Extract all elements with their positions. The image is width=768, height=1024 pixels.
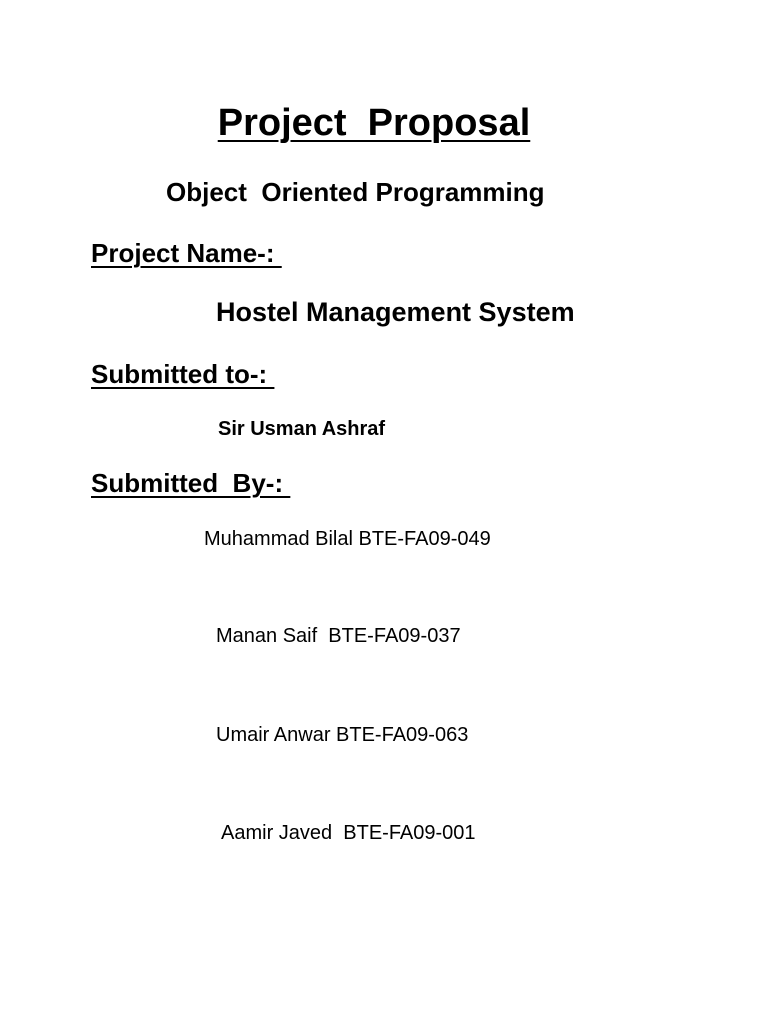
project-name: Hostel Management System xyxy=(216,297,575,327)
team-member: Muhammad Bilal BTE-FA09-049 xyxy=(204,528,491,550)
team-member: Manan Saif BTE-FA09-037 xyxy=(216,625,461,647)
submitted-by-heading: Submitted By-: xyxy=(91,468,291,498)
course-subject: Object Oriented Programming xyxy=(166,177,545,207)
project-name-heading: Project Name-: xyxy=(91,238,282,268)
team-member: Umair Anwar BTE-FA09-063 xyxy=(216,724,469,746)
submitted-to-heading: Submitted to-: xyxy=(91,359,275,389)
supervisor-name: Sir Usman Ashraf xyxy=(218,418,386,440)
team-member: Aamir Javed BTE-FA09-001 xyxy=(221,822,476,844)
document-title: Project Proposal xyxy=(217,102,531,144)
